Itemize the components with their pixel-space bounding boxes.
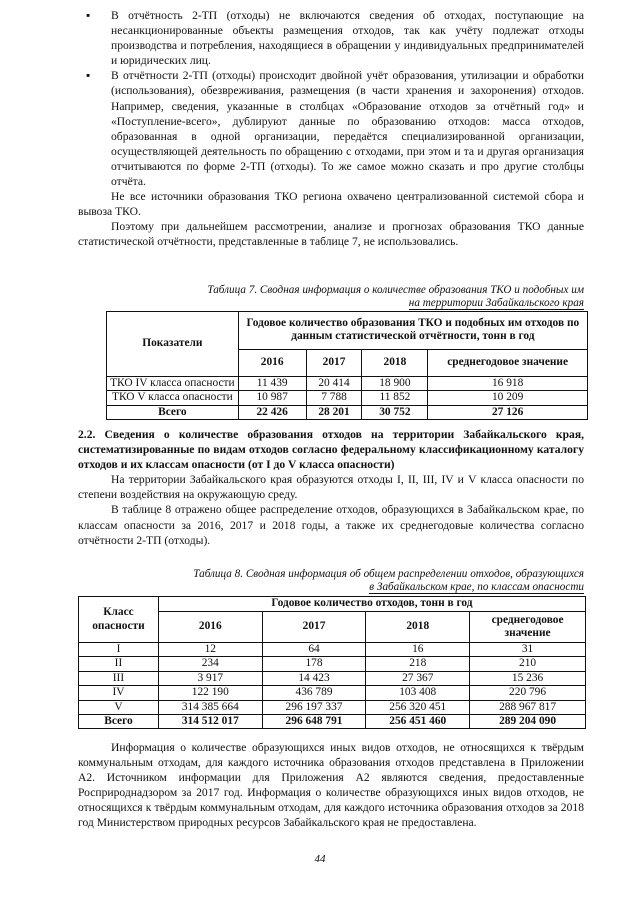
paragraph: В таблице 8 отражено общее распределение отходов, образующихся в Забайкальском крае, по классам опасности за 2016, 2017 и 2018 годы, а также их среднегодовые количества согласно отчётности 2-ТП (отходы).	[78, 503, 584, 547]
section-block	[0, 427, 640, 548]
table-row: II 234 178 218 210	[79, 657, 586, 671]
table-row: III 3 917 14 423 27 367 15 236	[79, 671, 586, 685]
paragraph: На территории Забайкальского края образуются отходы I, II, III, IV и V класса опасности по степени воздействия на окружающую среду.	[78, 473, 584, 502]
table7-caption: Таблица 7. Сводная информация о количестве образования ТКО и подобных им на территории Забайкальского края	[207, 284, 584, 309]
table7-col-2016: 2016	[238, 349, 306, 376]
table8	[78, 596, 586, 729]
section-heading: 2.2. Сведения о количестве образования отходов на территории Забайкальского края, систематизированные по видам отходов согласно федеральному классификационному каталогу отходов и их классам опасности (от I до V класса опасности)	[78, 428, 584, 472]
table7-col-avg: среднегодовое значение	[428, 349, 588, 376]
bullet-list	[0, 8, 640, 250]
table8-col-2018: 2018	[366, 612, 470, 643]
bullet-item: ▪ В отчётность 2-ТП (отходы) не включаются сведения об отходах, поступающие на несанкционированные объекты размещения отходов, так как учёту подлежат отходы производства и потребления, находящиеся в обращении у индивидуальных предпринимателей и юридических лиц.	[86, 9, 584, 68]
closing-block	[0, 740, 640, 831]
table7	[106, 311, 588, 420]
bullet-marker-icon: ▪	[86, 9, 91, 22]
table7-group-header: Годовое количество образования ТКО и подобных им отходов по данным статистической отчётности, тонн в год	[238, 312, 587, 350]
table8-col-2016: 2016	[158, 612, 262, 643]
table8-caption: Таблица 8. Сводная информация об общем распределении отходов, образующихся в Забайкальском крае, по классам опасности	[193, 568, 584, 593]
table8-col-avg: среднегодовое значение	[470, 612, 586, 643]
table-row: ТКО V класса опасности 10 987 7 788 11 852 10 209	[107, 391, 588, 405]
table-row: ТКО IV класса опасности 11 439 20 414 18 900 16 918	[107, 377, 588, 391]
table-row: I 12 64 16 31	[79, 643, 586, 657]
table7-col-2018: 2018	[362, 349, 428, 376]
bullet-marker-icon: ▪	[86, 69, 91, 83]
paragraph: Поэтому при дальнейшем рассмотрении, анализе и прогнозах образования ТКО данные статистической отчётности, представленные в таблице 7, не использовались.	[78, 220, 584, 249]
paragraph: Информация о количестве образующихся иных видов отходов, не относящихся к твёрдым коммунальным отходам, для каждого источника образования отходов представлена в Приложении А2. Источником информации для Приложения А2 являются сведения, предоставленные Росприроднадзором за 2017 год. Информация о количестве образующихся иных видов отходов, не относящихся к твёрдым коммунальным отходам, для каждого источника образования отходов за 2018 год Министерством природных ресурсов Забайкальского края не предоставлена.	[78, 741, 584, 830]
table-row: Всего 314 512 017 296 648 791 256 451 460 289 204 090	[79, 715, 586, 729]
table-row: V 314 385 664 296 197 337 256 320 451 288 967 817	[79, 700, 586, 714]
table8-col-2017: 2017	[262, 612, 366, 643]
table8-group-header: Годовое количество отходов, тонн в год	[158, 597, 585, 612]
bullet-item: ▪ В отчётности 2-ТП (отходы) происходит двойной учёт образования, утилизации и обработки (использования), обезвреживания, размещения (в части хранения и захоронения) отходов. Например, сведения, указанные в столбцах «Образование отходов за отчётный год» и «Поступление-всего», дублируют данные по образованию отходов: масса отходов, образованная в одной организации, передаётся специализированной организации, осуществляющей деятельность по обращению с отходами, при этом и та и другая организация отчитываются по форме 2-ТП (отходы). То же самое можно сказать и про другие столбцы отчёта.	[86, 69, 584, 189]
page-number: 44	[314, 853, 326, 865]
table8-row-header: Класс опасности	[79, 597, 159, 643]
paragraph: Не все источники образования ТКО региона охвачено централизованной системой сбора и вывоза ТКО.	[78, 190, 584, 219]
table-row: IV 122 190 436 789 103 408 220 796	[79, 686, 586, 700]
table7-row-header: Показатели	[107, 312, 239, 377]
table7-col-2017: 2017	[306, 349, 362, 376]
table-row: Всего 22 426 28 201 30 752 27 126	[107, 405, 588, 419]
